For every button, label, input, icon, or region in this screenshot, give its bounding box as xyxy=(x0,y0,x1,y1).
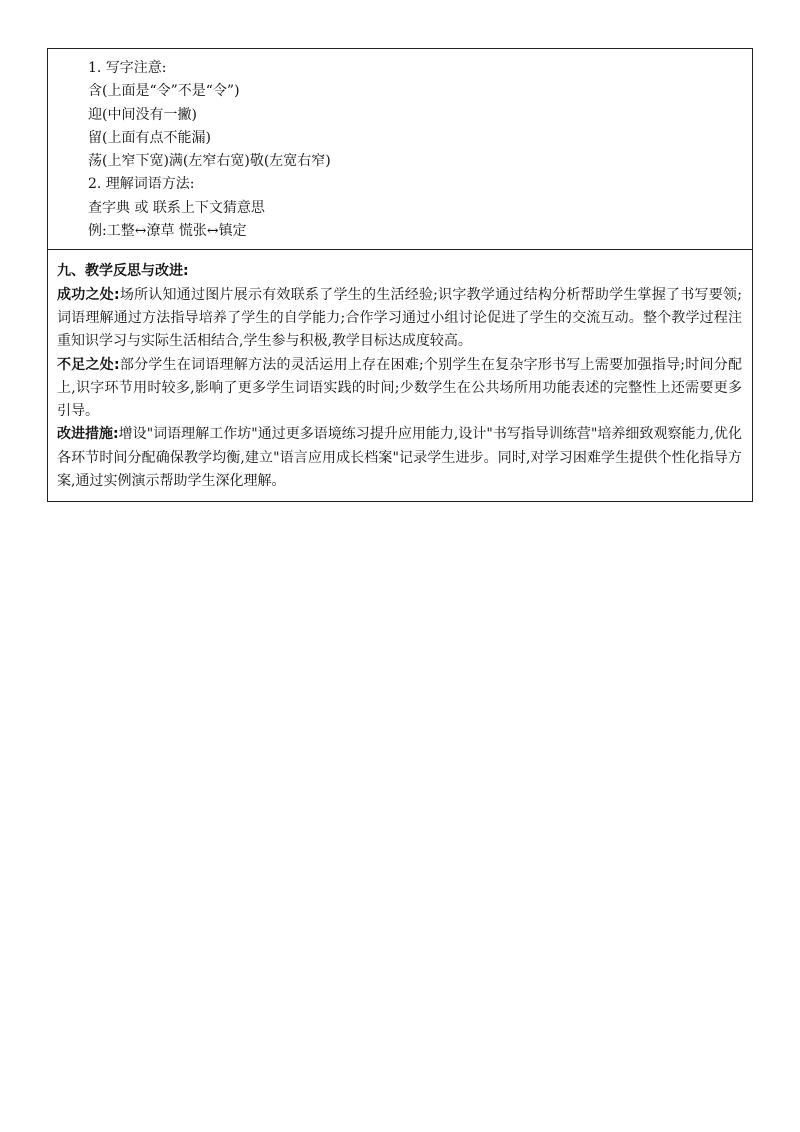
lesson-plan-table xyxy=(47,48,753,502)
note-line: 留(上面有点不能漏) xyxy=(88,129,211,146)
shortcoming-label: 不足之处: xyxy=(57,356,120,373)
success-text: 场所认知通过图片展示有效联系了学生的生活经验;识字教学通过结构分析帮助学生掌握了书写要领;词语理解通过方法指导培养了学生的自学能力;合作学习通过小组讨论促进了学生的交流互动。整个教学过程注重知识学习与实际生活相结合,学生参与积极,教学目标达成度较高。 xyxy=(57,286,742,350)
reflection-cell xyxy=(48,250,752,501)
note-line: 2. 理解词语方法: xyxy=(88,176,195,193)
success-paragraph xyxy=(57,284,742,354)
note-line: 1. 写字注意: xyxy=(88,60,167,76)
note-line: 含(上面是“令”不是“令”) xyxy=(88,83,240,100)
writing-notes-cell xyxy=(48,49,752,250)
note-line: 查字典 或 联系上下文猜意思 xyxy=(88,199,265,216)
shortcoming-paragraph xyxy=(57,354,742,424)
note-line: 荡(上窄下宽)满(左窄右宽)敬(左宽右窄) xyxy=(88,153,331,170)
success-label: 成功之处: xyxy=(57,286,120,303)
improvement-label: 改进措施: xyxy=(57,426,119,443)
improvement-text: 增设"词语理解工作坊"通过更多语境练习提升应用能力,设计"书写指导训练营"培养细致观察能力,优化各环节时间分配确保教学均衡,建立"语言应用成长档案"记录学生进步。同时,对学习困难学生提供个性化指导方案,通过实例演示帮助学生深化理解。 xyxy=(57,426,742,490)
shortcoming-text: 部分学生在词语理解方法的灵活运用上存在困难;个别学生在复杂字形书写上需要加强指导;时间分配上,识字环节用时较多,影响了更多学生词语实践的时间;少数学生在公共场所用功能表述的完整性上还需要更多引导。 xyxy=(57,356,742,420)
note-line: 迎(中间没有一撇) xyxy=(88,106,197,123)
improvement-paragraph xyxy=(57,423,742,493)
reflection-heading: 九、教学反思与改进: xyxy=(57,263,189,280)
note-line: 例:工整↔潦草 慌张↔镇定 xyxy=(88,223,247,240)
